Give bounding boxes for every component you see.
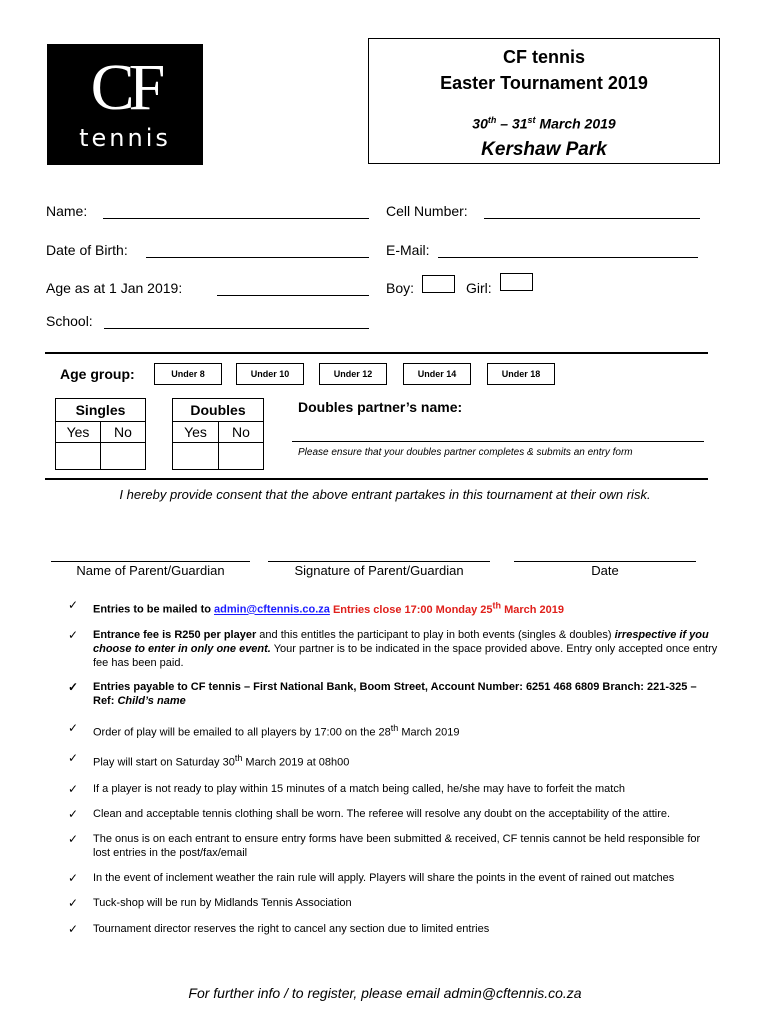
rules-list	[68, 598, 718, 936]
doubles-no-box[interactable]	[219, 443, 264, 470]
partner-note: Please ensure that your doubles partner completes & submits an entry form	[298, 447, 633, 458]
check-icon: ✓	[68, 627, 79, 642]
age-group-label: Age group:	[60, 366, 135, 382]
girl-label: Girl:	[466, 280, 492, 296]
partner-field[interactable]	[292, 441, 704, 442]
name-label: Name:	[46, 203, 88, 219]
consent-text: I hereby provide consent that the above entrant partakes in this tournament at their own risk.	[119, 487, 651, 502]
school-label: School:	[46, 313, 93, 329]
divider-top	[45, 352, 708, 354]
rule-item: ✓ Tournament director reserves the right to cancel any section due to limited entries	[68, 921, 490, 936]
tournament-dates: 30th – 31st March 2019	[472, 115, 616, 132]
logo-mark: CF	[90, 51, 160, 124]
age-option-under-12[interactable]: Under 12	[319, 363, 387, 385]
rule-item: ✓ Order of play will be emailed to all players by 17:00 on the 28th March 2019	[68, 720, 460, 739]
title-line1: CF tennis	[502, 47, 585, 67]
school-field[interactable]	[104, 328, 369, 329]
title-line2: Easter Tournament 2019	[440, 73, 648, 93]
singles-yes-label: Yes	[56, 422, 101, 443]
email-field[interactable]	[438, 257, 698, 258]
cell-field[interactable]	[484, 218, 700, 219]
footer-text: For further info / to register, please email admin@cftennis.co.za	[188, 985, 582, 1001]
cell-label: Cell Number:	[386, 203, 468, 219]
age-label: Age as at 1 Jan 2019:	[46, 280, 183, 296]
check-icon: ✓	[68, 870, 79, 885]
signature-line[interactable]	[268, 561, 490, 562]
doubles-yes-label: Yes	[173, 422, 219, 443]
name-field[interactable]	[103, 218, 369, 219]
check-icon: ✓	[68, 831, 79, 846]
cf-tennis-logo	[47, 44, 203, 165]
signature-label: Signature of Parent/Guardian	[294, 563, 464, 578]
doubles-header: Doubles	[173, 399, 264, 422]
rule-item: ✓ Entries payable to CF tennis – First National Bank, Boom Street, Account Number: 6251 468 6809 Branch: 221-325 – Ref: Child’s name	[68, 679, 697, 707]
rule-item: ✓ The onus is on each entrant to ensure entry forms have been submitted & received, CF tennis cannot be held responsible for lost entries in the post/fax/email	[68, 831, 701, 859]
logo-word: tennis	[79, 124, 171, 152]
check-icon: ✓	[68, 751, 79, 766]
girl-checkbox[interactable]	[500, 273, 533, 291]
check-icon: ✓	[68, 720, 79, 735]
date-line[interactable]	[514, 561, 696, 562]
check-icon: ✓	[68, 781, 79, 796]
singles-no-label: No	[101, 422, 146, 443]
age-option-under-10[interactable]: Under 10	[236, 363, 304, 385]
boy-checkbox[interactable]	[422, 275, 455, 293]
check-icon: ✓	[68, 921, 79, 936]
divider-bottom	[45, 478, 708, 480]
dob-field[interactable]	[146, 257, 369, 258]
date-label: Date	[591, 563, 619, 578]
check-icon: ✓	[68, 806, 79, 821]
age-option-under-18[interactable]: Under 18	[487, 363, 555, 385]
doubles-yes-box[interactable]	[173, 443, 219, 470]
doubles-no-label: No	[219, 422, 264, 443]
check-icon: ✓	[68, 895, 79, 910]
rule-item: ✓ Entries to be mailed to admin@cftennis.co.za Entries close 17:00 Monday 25th March 2019	[68, 598, 565, 616]
partner-label: Doubles partner’s name:	[298, 399, 463, 415]
dob-label: Date of Birth:	[46, 242, 128, 258]
rule-item: ✓ Tuck-shop will be run by Midlands Tennis Association	[68, 895, 352, 910]
check-icon: ✓	[68, 679, 79, 694]
singles-no-box[interactable]	[101, 443, 146, 470]
singles-yes-box[interactable]	[56, 443, 101, 470]
doubles-table	[172, 398, 264, 470]
rule-item: ✓ Clean and acceptable tennis clothing shall be worn. The referee will resolve any doubt on the acceptability of the attire.	[68, 806, 671, 821]
email-label: E-Mail:	[386, 242, 430, 258]
email-link[interactable]: admin@cftennis.co.za	[214, 603, 330, 616]
boy-label: Boy:	[386, 280, 415, 296]
check-icon: ✓	[68, 598, 79, 612]
singles-header: Singles	[56, 399, 146, 422]
age-field[interactable]	[217, 295, 369, 296]
singles-table	[55, 398, 146, 470]
rule-item: ✓ If a player is not ready to play within 15 minutes of a match being called, he/she may have to forfeit the match	[68, 781, 625, 796]
parent-name-line[interactable]	[51, 561, 250, 562]
rule-item: ✓ Entrance fee is R250 per player and this entitles the participant to play in both events (singles & doubles) irrespective if you choose to enter in only one event. Your partner is to be indicated in the space provided above. Entry only accepted once entry fee has been paid.	[68, 627, 718, 669]
rule-item: ✓ In the event of inclement weather the rain rule will apply. Players will share the points in the event of rained out matches	[68, 870, 675, 885]
rule-item: ✓ Play will start on Saturday 30th March 2019 at 08h00	[68, 751, 350, 769]
age-option-under-8[interactable]: Under 8	[154, 363, 222, 385]
venue: Kershaw Park	[481, 139, 607, 160]
age-option-under-14[interactable]: Under 14	[403, 363, 471, 385]
parent-name-label: Name of Parent/Guardian	[76, 563, 225, 578]
title-box	[368, 38, 720, 164]
